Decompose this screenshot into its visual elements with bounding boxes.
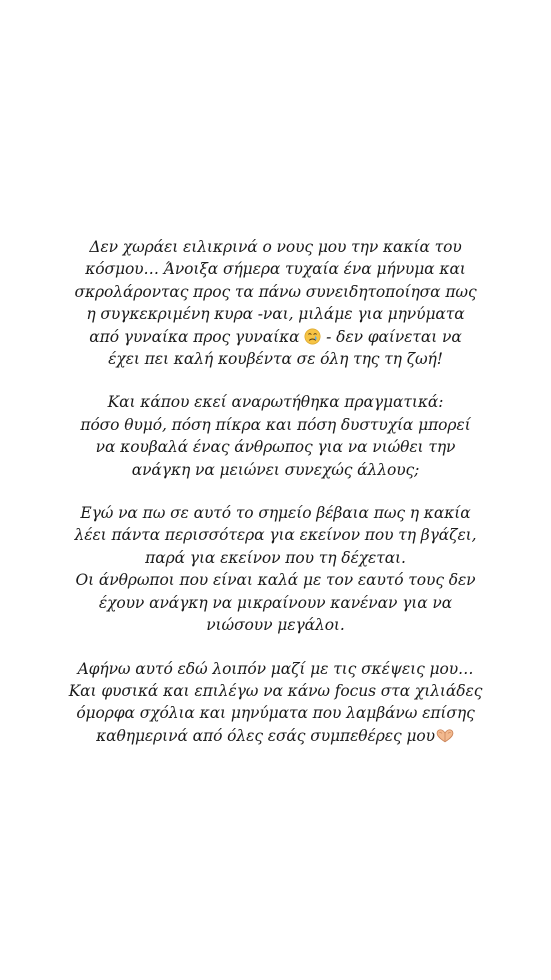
- crying-face-icon: [304, 328, 321, 345]
- text-segment: - δεν φαίνεται να: [326, 327, 462, 346]
- heart-hands-icon: [435, 728, 455, 744]
- text-line: ανάγκη να μειώνει συνεχώς άλλους;: [131, 460, 420, 479]
- text-segment: καθημερινά από όλες εσάς συμπεθέρες μου: [96, 726, 435, 745]
- text-line: πόσο θυμό, πόση πίκρα και πόση δυστυχία μπορεί: [80, 415, 471, 434]
- text-line: Και φυσικά και επιλέγω να κάνω focus στα χιλιάδες: [68, 681, 483, 700]
- paragraph-3: [0, 502, 551, 636]
- text-line: νιώσουν μεγάλοι.: [206, 616, 345, 635]
- text-line: η συγκεκριμένη κυρα -ναι, μιλάμε για μηνύματα: [86, 305, 465, 324]
- text-line: έχει πει καλή κουβέντα σε όλη της τη ζωή!: [108, 350, 443, 369]
- text-line: Εγώ να πω σε αυτό το σημείο βέβαια πως η κακία: [80, 504, 471, 523]
- paragraph-4: [0, 658, 551, 748]
- text-segment: από γυναίκα προς γυναίκα: [89, 327, 300, 346]
- text-line: Δεν χωράει ειλικρινά ο νους μου την κακία του: [89, 238, 462, 256]
- paragraph-1: [0, 236, 551, 370]
- story-text: [0, 236, 551, 768]
- text-line: Και κάπου εκεί αναρωτήθηκα πραγματικά:: [107, 393, 444, 412]
- text-line: να κουβαλά ένας άνθρωπος για να νιώθει την: [95, 438, 456, 457]
- text-line: Οι άνθρωποι που είναι καλά με τον εαυτό τους δεν: [75, 571, 476, 590]
- text-line: παρά για εκείνον που τη δέχεται.: [145, 548, 406, 567]
- text-line: όμορφα σχόλια και μηνύματα που λαμβάνω επίσης: [76, 704, 475, 723]
- text-line: σκρολάροντας προς τα πάνω συνειδητοποίησα πως: [74, 282, 477, 301]
- text-line: κόσμου… Άνοιξα σήμερα τυχαία ένα μήνυμα και: [85, 260, 466, 279]
- text-line-with-emoji: [0, 326, 551, 348]
- text-line-with-emoji: [0, 725, 551, 747]
- text-line: έχουν ανάγκη να μικραίνουν κανέναν για να: [98, 593, 453, 612]
- text-line: λέει πάντα περισσότερα για εκείνον που τη βγάζει,: [74, 526, 477, 545]
- text-line: Αφήνω αυτό εδώ λοιπόν μαζί με τις σκέψεις μου…: [77, 659, 474, 678]
- paragraph-2: [0, 391, 551, 481]
